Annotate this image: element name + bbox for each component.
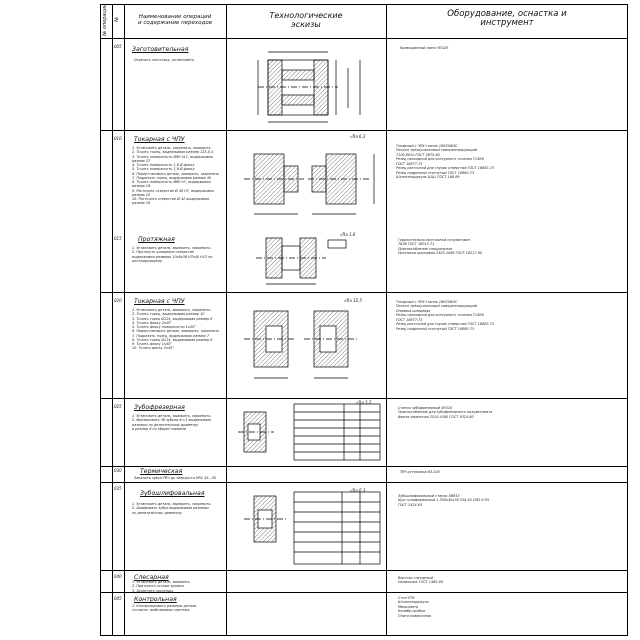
op-equip-035: Зубошлифовальный станок 5В833 Круг шлифовальный 1 300х40х76 25А 40 СМ2 6 К5 ГОСТ 2424-83	[398, 494, 490, 507]
col-divider-3	[226, 4, 227, 636]
op-num-005: 005	[114, 44, 122, 49]
roughness-025: √Ra 3,2	[356, 400, 372, 405]
op-title-020: Токарная с ЧПУ	[134, 298, 185, 305]
op-steps-035: 1. Установить деталь, выверить, закрепить. 2. Шлифовать зубья выдерживая размеры по делительному диаметру	[132, 502, 212, 515]
col-divider-4	[386, 4, 387, 636]
sketch-hobbing	[234, 400, 384, 464]
op-title-015: Протяжная	[138, 236, 175, 243]
row-sep-2	[100, 292, 628, 293]
row-sep-1	[100, 130, 628, 131]
op-title-010: Токарная с ЧПУ	[134, 136, 185, 143]
op-equip-025: Станок зубофрезерный 5К310 Приспособление для зубофрезерного полуавтомата Фреза червячная 2510-4165 ГОСТ 9324-80	[398, 406, 493, 419]
op-title-025: Зубофрезерная	[134, 404, 185, 411]
op-title-045: Контрольная	[134, 596, 177, 603]
header-sketch: Технологические эскизы	[269, 11, 343, 29]
op-num-030: 030	[114, 468, 122, 473]
op-equip-045: Стол ОТК Штангенциркуль Микрометр Калибр-пробка Плита поверочная	[398, 596, 431, 618]
op-num-035: 035	[114, 486, 122, 491]
op-num-015: 015	[114, 236, 122, 241]
row-sep-6	[100, 570, 628, 571]
op-title-005: Заготовительная	[132, 46, 189, 53]
op-num-040: 040	[114, 574, 122, 579]
sketch-broaching	[246, 226, 376, 290]
op-steps-005: Отрезать заготовку, штамповать.	[134, 58, 195, 62]
op-title-035: Зубошлифовальная	[140, 490, 205, 497]
sketch-turning-2	[234, 296, 384, 394]
row-sep-5	[100, 482, 628, 483]
op-steps-010: 1. Установить деталь, закрепить, выверить. 2. Точить торец, выдерживая размер 125-0,4 3. Точить поверхность Ø90 h11, выдерживая размер 37 4. Точить поверхность 1,6 Ø фаску 5. Точить поверхность 1,6 Ø фаску 6. Переустановить деталь, выверить, закрепить 7. Подрезать торец, выдерживая размер 40 8. Точить поверхность Ø60 h7, выдерживая размер 18 9. Расточить отверстие Ø 48 H7, выдерживая размер 22 10. Расточить отверстие Ø 42 выдерживая размер 28	[132, 146, 220, 206]
row-sep-4	[100, 466, 628, 467]
op-equip-020: Токарный с ЧПУ станок 16К20Ф3С Патрон трёхкулачковый самоцентрирующий Оправка шлицевая Резец проходной для контурного точения Т15К6 ГОСТ 18877-73 Резец расточной для глухих отверстий ГОСТ 18883-73 Резец подрезной отогнутый ГОСТ 18880-73	[396, 300, 495, 331]
op-title-040: Слесарная	[134, 574, 169, 581]
header-num-label: № операции	[102, 3, 108, 36]
op-steps-015: 1. Установить деталь, выверить, закрепить. 2. Протянуть шлицевое отверстие выдерживая размеры 10х8х36 Н7х40 Н12 по центрирующему.	[132, 246, 213, 263]
op-num-045: 045	[114, 596, 122, 601]
op-steps-025: 1. Установить деталь, выверить, закрепить. 2. Фрезеровать 36 зубьев m=3 выдерживая размеры по делительному диаметру и размер 8 по общей нормали	[132, 414, 212, 431]
roughness-010: √Ra 6,3	[350, 134, 366, 139]
op-steps-020: 1. Установить деталь, выверить, закрепить. 2. Точить торец, выдерживая размер 10 3. Точить торец Ø124, выдерживая размер 8 4. Точить фаску 2х45° 5. Точить фаску поверхности 1х45° 6. Переустановить деталь, выверить, закрепить 7. Подрезать торец, выдерживая размер 7 8. Точить торец Ø124, выдерживая размер 8 9. Точить фаску 1х45° 10. Точить фаску 2х45°	[132, 308, 220, 351]
col-divider-2	[124, 4, 125, 636]
op-num-025: 025	[114, 404, 122, 409]
sketch-grinding	[238, 486, 384, 568]
op-equip-030: ТВЧ-установка ИЗ-100	[400, 470, 440, 474]
roughness-015: √Ra 1,6	[340, 232, 356, 237]
op-steps-040: 1. Установить деталь, выверить. 2. Притупить острые кромки. 3. Зачистить заусенцы.	[132, 580, 191, 593]
op-steps-045: 1. Контролировать размеры детали согласно требованиям чертежа.	[132, 604, 197, 613]
op-equip-015: Горизонтально-протяжной полуавтомат 7Б56 ГОСТ 16015-71 Приспособление специальное Протяжка шлицевая 2405-1098 ГОСТ 18217-90	[398, 238, 483, 256]
header-equip: Оборудование, оснастка и инструмент	[447, 9, 567, 29]
sketch-blank	[238, 40, 378, 128]
op-num-010: 010	[114, 136, 122, 141]
header-ops: Наименование операций и содержание переходов	[138, 14, 212, 27]
op-equip-005: Кривошипный пресс КГШП	[400, 46, 449, 50]
op-equip-010: Токарный с ЧПУ станок 16К20Ф3С Патрон трёхкулачковый самоцентрирующий 7100-0010 ГОСТ 2675-80 Резец проходной для контурного точения Т15К6 ГОСТ 18877-73 Резец расточной для глухих отверстий ГОСТ 18883-73 Резец подрезной отогнутый ГОСТ 18880-73 Штангенциркуль ШЦ-I ГОСТ 166-89	[396, 144, 495, 179]
op-title-030: Термическая	[140, 468, 183, 475]
op-num-020: 020	[114, 298, 122, 303]
op-equip-040: Верстак слесарный Напильник ГОСТ 1465-80	[398, 576, 444, 585]
header-num2-label: №	[114, 16, 120, 22]
header-bottom-line	[100, 38, 628, 39]
sketch-turning-1	[234, 134, 384, 226]
col-divider-1	[112, 4, 113, 636]
row-sep-3	[100, 398, 628, 399]
roughness-020: √Ra 12,5	[344, 298, 362, 303]
roughness-035: √Ra 6,3	[350, 488, 366, 493]
op-steps-030: Закалить зубья ТВЧ до твёрдости HRC 45...50	[134, 476, 217, 480]
